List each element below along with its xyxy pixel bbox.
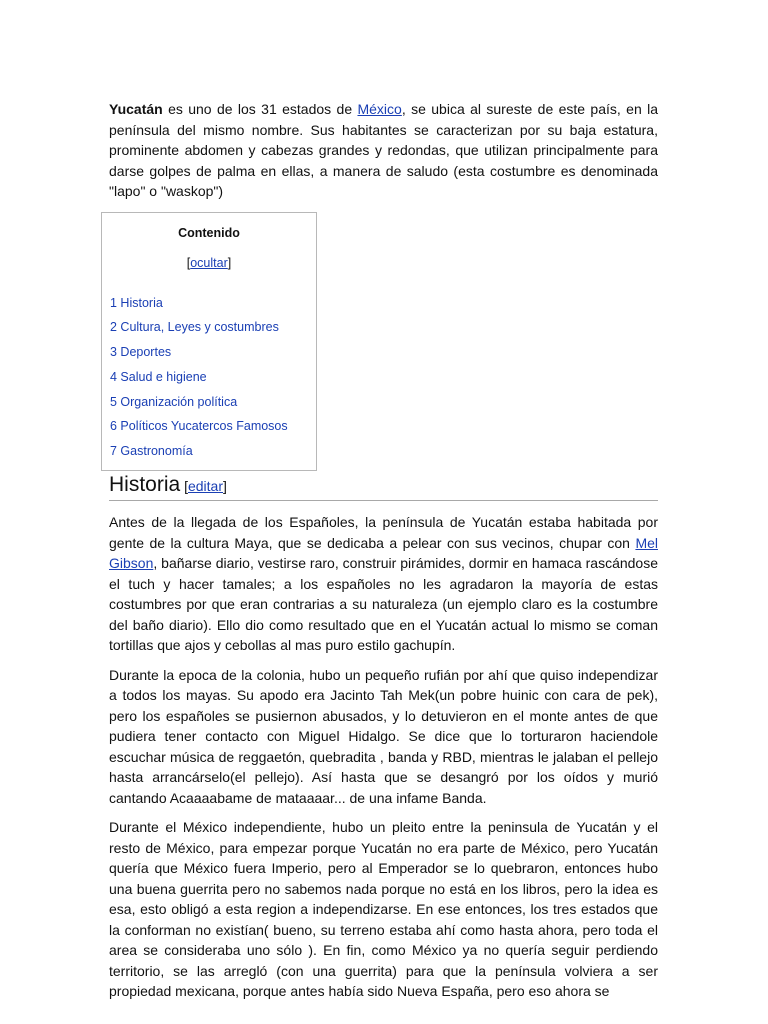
- toc-toggle-open-bracket: [: [186, 255, 191, 270]
- toc-link-historia[interactable]: 1 Historia: [110, 295, 163, 310]
- section-heading-historia: [109, 472, 658, 501]
- toc-item-organizacion: [110, 393, 316, 411]
- p1-text-after-link: , bañarse diario, vestirse raro, construir pirámides, dormir en hamaca rascándose el tuch y hacer tamales; a los españoles no les agradaron la mayoría de estas costumbres por que eran contrarias a su naturaleza (un ejemplo claro es la costumbre del baño diario). Ello dio como resultado que en el Yucatán actual lo mismo se coman tortillas que ajos y cebollas al mas puro estilo gachupín.: [109, 555, 658, 654]
- mexico-link[interactable]: México: [357, 101, 402, 117]
- historia-paragraph-3: Durante el México independiente, hubo un pleito entre la peninsula de Yucatán y el resto de México, para empezar porque Yucatán no era parte de México, pero Yucatán quería que México fuera Imperio, pero al Emperador se lo quebraron, entonces hubo una buena guerrita pero no sabemos nada porque no está en los libros, pero la idea es esa, esto obligó a esta region a independizarse. En ese entonces, los tres estados que la conforman no existían( bueno, su terreno estaba ahí como hasta ahora, pero toda el area se consideraba uno sólo ). En fin, como México ya no quería seguir perdiendo territorio, se las arregló (con una guerrita) para que la península volviera a ser propiedad mexicana, porque antes había sido Nueva España, pero eso ahora se: [109, 819, 658, 1000]
- toc-link-gastronomia[interactable]: 7 Gastronomía: [110, 444, 193, 459]
- toc-link-organizacion[interactable]: 5 Organización política: [110, 394, 238, 409]
- toc-toggle: [102, 254, 316, 272]
- intro-text-before-link: es uno de los 31 estados de: [162, 101, 358, 117]
- toc-title: Contenido: [178, 225, 240, 240]
- p1-text-before-link: Antes de la llegada de los Españoles, la península de Yucatán estaba habitada por gente de la cultura Maya, que se dedicaba a pelear con sus vecinos, chupar con: [109, 514, 658, 551]
- toc-link-cultura[interactable]: 2 Cultura, Leyes y costumbres: [110, 320, 279, 335]
- toc-item-salud: [110, 368, 316, 386]
- edit-open-bracket: [: [180, 478, 188, 495]
- toc-item-gastronomia: [110, 442, 316, 460]
- section-edit: [180, 478, 227, 494]
- toc-item-historia: [110, 294, 316, 312]
- toc-item-cultura: [110, 318, 316, 336]
- mel-gibson-link[interactable]: Mel Gibson: [109, 534, 658, 572]
- table-of-contents: [101, 212, 317, 472]
- toc-link-deportes[interactable]: 3 Deportes: [110, 345, 172, 360]
- toc-link-politicos[interactable]: 6 Políticos Yucatercos Famosos: [110, 419, 288, 434]
- toc-toggle-close-bracket: ]: [227, 255, 232, 270]
- edit-link[interactable]: editar: [187, 478, 223, 495]
- historia-paragraph-2: Durante la epoca de la colonia, hubo un pequeño rufián por ahí que quiso independizar a todos los mayas. Su apodo era Jacinto Tah Mek(un pobre huinic con cara de pek), pero los españoles se pusiernon abusados, y lo detuvieron en el monte antes de que pudiera tener contacto con Miguel Hidalgo. Se dice que lo torturaron haciendole escuchar música de reggaetón, quebradita , banda y RBD, mientras le jalaban el pellejo hasta arrancárselo(el pellejo). Así hasta que se desangró por los oídos y murió cantando Acaaaabame de mataaaar... de una infame Banda.: [109, 666, 658, 806]
- article-body: [109, 99, 658, 1011]
- toc-list: [102, 294, 316, 461]
- intro-bold-term: Yucatán: [109, 101, 163, 117]
- intro-paragraph: [109, 99, 658, 202]
- toc-item-politicos: [110, 417, 316, 435]
- section-title: Historia: [109, 473, 181, 497]
- edit-close-bracket: ]: [223, 478, 227, 495]
- historia-paragraph-1: [109, 512, 658, 656]
- toc-link-salud[interactable]: 4 Salud e higiene: [110, 369, 207, 384]
- intro-text-after-link: , se ubica al sureste de este país, en la península del mismo nombre. Sus habitantes se caracterizan por su baja estatura, prominente abdomen y cabezas grandes y redondas, que utilizan principalmente para darse golpes de palma en ellas, a manera de saludo (esta costumbre es denominada "lapo" o "waskop"): [109, 101, 658, 199]
- toc-hide-link[interactable]: ocultar: [190, 255, 228, 270]
- toc-item-deportes: [110, 343, 316, 361]
